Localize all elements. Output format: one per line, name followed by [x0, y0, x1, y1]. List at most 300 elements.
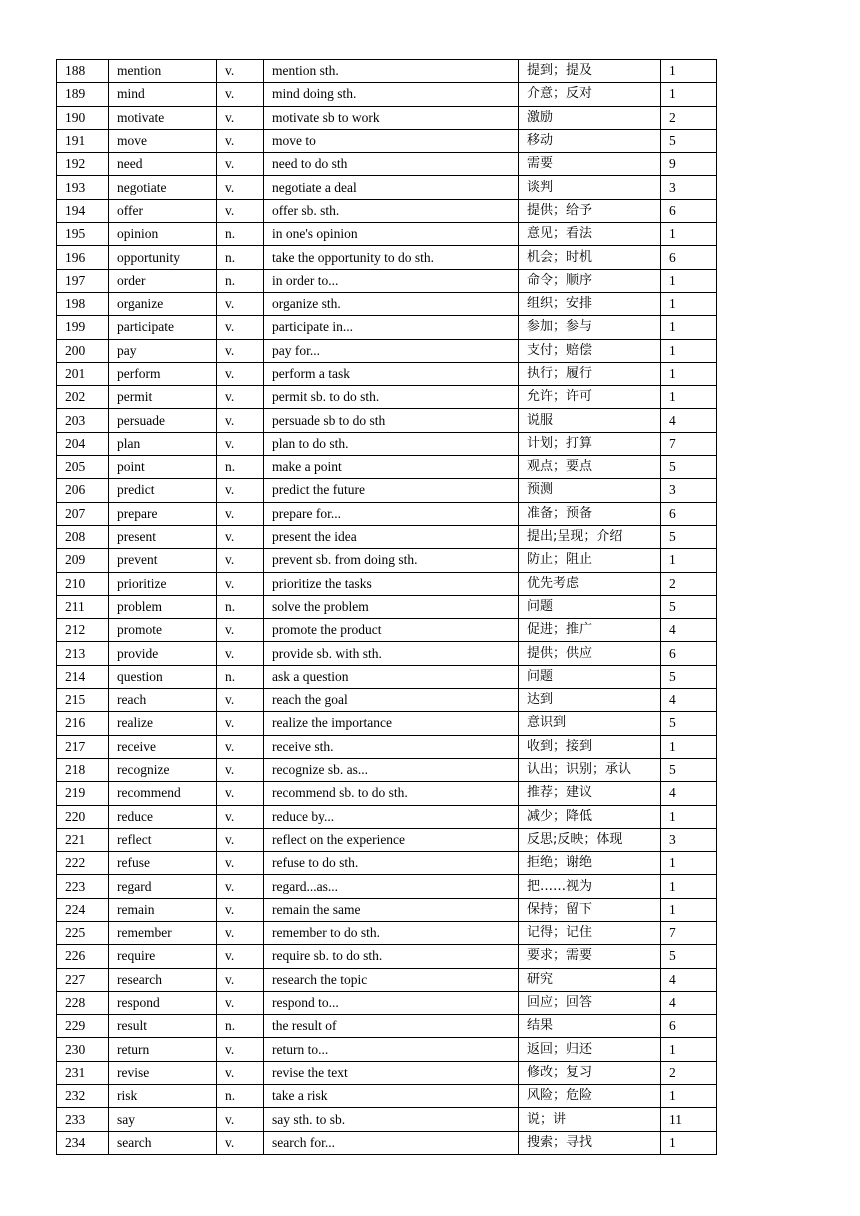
frequency-count-cell: 5	[661, 758, 717, 781]
entry-number-cell: 221	[57, 828, 109, 851]
chinese-meaning-cell: 要求；需要	[519, 945, 661, 968]
entry-number-cell: 206	[57, 479, 109, 502]
entry-number-cell: 211	[57, 595, 109, 618]
table-row	[57, 945, 717, 968]
entry-number-cell: 220	[57, 805, 109, 828]
entry-number-cell: 204	[57, 432, 109, 455]
usage-phrase-cell: participate in...	[264, 316, 519, 339]
frequency-count-cell: 2	[661, 106, 717, 129]
part-of-speech-cell: v.	[217, 83, 264, 106]
entry-number-cell: 219	[57, 782, 109, 805]
table-row	[57, 735, 717, 758]
usage-phrase-cell: move to	[264, 129, 519, 152]
word-cell: return	[109, 1038, 217, 1061]
chinese-meaning-cell: 回应；回答	[519, 991, 661, 1014]
word-cell: mention	[109, 60, 217, 83]
word-cell: promote	[109, 619, 217, 642]
usage-phrase-cell: take the opportunity to do sth.	[264, 246, 519, 269]
entry-number-cell: 218	[57, 758, 109, 781]
part-of-speech-cell: v.	[217, 129, 264, 152]
chinese-meaning-cell: 研究	[519, 968, 661, 991]
frequency-count-cell: 5	[661, 945, 717, 968]
entry-number-cell: 231	[57, 1061, 109, 1084]
part-of-speech-cell: v.	[217, 898, 264, 921]
entry-number-cell: 193	[57, 176, 109, 199]
frequency-count-cell: 6	[661, 642, 717, 665]
usage-phrase-cell: say sth. to sb.	[264, 1108, 519, 1131]
part-of-speech-cell: v.	[217, 1038, 264, 1061]
word-cell: regard	[109, 875, 217, 898]
entry-number-cell: 228	[57, 991, 109, 1014]
part-of-speech-cell: v.	[217, 805, 264, 828]
chinese-meaning-cell: 保持；留下	[519, 898, 661, 921]
chinese-meaning-cell: 减少；降低	[519, 805, 661, 828]
part-of-speech-cell: v.	[217, 386, 264, 409]
chinese-meaning-cell: 问题	[519, 595, 661, 618]
usage-phrase-cell: prepare for...	[264, 502, 519, 525]
table-row	[57, 549, 717, 572]
word-cell: search	[109, 1131, 217, 1154]
table-row	[57, 712, 717, 735]
table-row	[57, 386, 717, 409]
table-row	[57, 502, 717, 525]
table-row	[57, 129, 717, 152]
usage-phrase-cell: mind doing sth.	[264, 83, 519, 106]
word-cell: pay	[109, 339, 217, 362]
word-cell: negotiate	[109, 176, 217, 199]
vocabulary-table-body	[57, 60, 717, 1155]
part-of-speech-cell: n.	[217, 595, 264, 618]
usage-phrase-cell: mention sth.	[264, 60, 519, 83]
chinese-meaning-cell: 搜索；寻找	[519, 1131, 661, 1154]
frequency-count-cell: 2	[661, 1061, 717, 1084]
chinese-meaning-cell: 计划；打算	[519, 432, 661, 455]
chinese-meaning-cell: 激励	[519, 106, 661, 129]
table-row	[57, 246, 717, 269]
part-of-speech-cell: v.	[217, 176, 264, 199]
frequency-count-cell: 1	[661, 875, 717, 898]
usage-phrase-cell: in order to...	[264, 269, 519, 292]
frequency-count-cell: 5	[661, 712, 717, 735]
chinese-meaning-cell: 提供；给予	[519, 199, 661, 222]
entry-number-cell: 226	[57, 945, 109, 968]
usage-phrase-cell: remember to do sth.	[264, 921, 519, 944]
usage-phrase-cell: recommend sb. to do sth.	[264, 782, 519, 805]
table-row	[57, 1131, 717, 1154]
chinese-meaning-cell: 提出;呈现；介绍	[519, 525, 661, 548]
chinese-meaning-cell: 推荐；建议	[519, 782, 661, 805]
usage-phrase-cell: revise the text	[264, 1061, 519, 1084]
table-row	[57, 689, 717, 712]
table-row	[57, 619, 717, 642]
frequency-count-cell: 6	[661, 246, 717, 269]
entry-number-cell: 192	[57, 153, 109, 176]
usage-phrase-cell: reach the goal	[264, 689, 519, 712]
part-of-speech-cell: v.	[217, 432, 264, 455]
usage-phrase-cell: realize the importance	[264, 712, 519, 735]
usage-phrase-cell: ask a question	[264, 665, 519, 688]
chinese-meaning-cell: 促进；推广	[519, 619, 661, 642]
entry-number-cell: 190	[57, 106, 109, 129]
entry-number-cell: 202	[57, 386, 109, 409]
part-of-speech-cell: v.	[217, 339, 264, 362]
table-row	[57, 968, 717, 991]
frequency-count-cell: 5	[661, 595, 717, 618]
table-row	[57, 572, 717, 595]
word-cell: reflect	[109, 828, 217, 851]
table-row	[57, 875, 717, 898]
table-row	[57, 479, 717, 502]
part-of-speech-cell: v.	[217, 1131, 264, 1154]
frequency-count-cell: 1	[661, 60, 717, 83]
entry-number-cell: 207	[57, 502, 109, 525]
usage-phrase-cell: predict the future	[264, 479, 519, 502]
table-row	[57, 292, 717, 315]
frequency-count-cell: 5	[661, 456, 717, 479]
chinese-meaning-cell: 风险；危险	[519, 1085, 661, 1108]
word-cell: prepare	[109, 502, 217, 525]
entry-number-cell: 227	[57, 968, 109, 991]
table-row	[57, 828, 717, 851]
table-row	[57, 456, 717, 479]
table-row	[57, 665, 717, 688]
frequency-count-cell: 4	[661, 782, 717, 805]
frequency-count-cell: 11	[661, 1108, 717, 1131]
chinese-meaning-cell: 提供；供应	[519, 642, 661, 665]
chinese-meaning-cell: 提到；提及	[519, 60, 661, 83]
entry-number-cell: 194	[57, 199, 109, 222]
frequency-count-cell: 1	[661, 549, 717, 572]
usage-phrase-cell: persuade sb to do sth	[264, 409, 519, 432]
frequency-count-cell: 4	[661, 689, 717, 712]
table-row	[57, 1061, 717, 1084]
frequency-count-cell: 5	[661, 525, 717, 548]
usage-phrase-cell: reflect on the experience	[264, 828, 519, 851]
table-row	[57, 642, 717, 665]
frequency-count-cell: 1	[661, 386, 717, 409]
chinese-meaning-cell: 移动	[519, 129, 661, 152]
part-of-speech-cell: v.	[217, 106, 264, 129]
part-of-speech-cell: v.	[217, 828, 264, 851]
usage-phrase-cell: respond to...	[264, 991, 519, 1014]
table-row	[57, 269, 717, 292]
frequency-count-cell: 5	[661, 665, 717, 688]
chinese-meaning-cell: 反思;反映；体现	[519, 828, 661, 851]
entry-number-cell: 189	[57, 83, 109, 106]
word-cell: participate	[109, 316, 217, 339]
chinese-meaning-cell: 允许；许可	[519, 386, 661, 409]
entry-number-cell: 232	[57, 1085, 109, 1108]
frequency-count-cell: 4	[661, 619, 717, 642]
entry-number-cell: 195	[57, 223, 109, 246]
part-of-speech-cell: v.	[217, 921, 264, 944]
word-cell: present	[109, 525, 217, 548]
usage-phrase-cell: research the topic	[264, 968, 519, 991]
frequency-count-cell: 1	[661, 339, 717, 362]
frequency-count-cell: 1	[661, 1038, 717, 1061]
entry-number-cell: 217	[57, 735, 109, 758]
entry-number-cell: 203	[57, 409, 109, 432]
usage-phrase-cell: prioritize the tasks	[264, 572, 519, 595]
word-cell: need	[109, 153, 217, 176]
entry-number-cell: 222	[57, 852, 109, 875]
table-row	[57, 805, 717, 828]
chinese-meaning-cell: 收到；接到	[519, 735, 661, 758]
part-of-speech-cell: v.	[217, 362, 264, 385]
word-cell: permit	[109, 386, 217, 409]
usage-phrase-cell: plan to do sth.	[264, 432, 519, 455]
word-cell: motivate	[109, 106, 217, 129]
frequency-count-cell: 3	[661, 176, 717, 199]
chinese-meaning-cell: 组织；安排	[519, 292, 661, 315]
part-of-speech-cell: v.	[217, 316, 264, 339]
table-row	[57, 60, 717, 83]
word-cell: reach	[109, 689, 217, 712]
entry-number-cell: 215	[57, 689, 109, 712]
word-cell: persuade	[109, 409, 217, 432]
word-cell: receive	[109, 735, 217, 758]
entry-number-cell: 199	[57, 316, 109, 339]
word-cell: realize	[109, 712, 217, 735]
chinese-meaning-cell: 达到	[519, 689, 661, 712]
frequency-count-cell: 1	[661, 898, 717, 921]
frequency-count-cell: 1	[661, 362, 717, 385]
chinese-meaning-cell: 记得；记住	[519, 921, 661, 944]
entry-number-cell: 216	[57, 712, 109, 735]
chinese-meaning-cell: 拒绝；谢绝	[519, 852, 661, 875]
usage-phrase-cell: prevent sb. from doing sth.	[264, 549, 519, 572]
chinese-meaning-cell: 预测	[519, 479, 661, 502]
table-row	[57, 525, 717, 548]
word-cell: reduce	[109, 805, 217, 828]
table-row	[57, 595, 717, 618]
usage-phrase-cell: remain the same	[264, 898, 519, 921]
entry-number-cell: 191	[57, 129, 109, 152]
part-of-speech-cell: v.	[217, 502, 264, 525]
part-of-speech-cell: v.	[217, 689, 264, 712]
part-of-speech-cell: v.	[217, 549, 264, 572]
word-cell: prioritize	[109, 572, 217, 595]
frequency-count-cell: 4	[661, 409, 717, 432]
part-of-speech-cell: n.	[217, 1085, 264, 1108]
word-cell: problem	[109, 595, 217, 618]
word-cell: result	[109, 1015, 217, 1038]
part-of-speech-cell: v.	[217, 60, 264, 83]
chinese-meaning-cell: 命令；顺序	[519, 269, 661, 292]
usage-phrase-cell: offer sb. sth.	[264, 199, 519, 222]
usage-phrase-cell: recognize sb. as...	[264, 758, 519, 781]
entry-number-cell: 209	[57, 549, 109, 572]
entry-number-cell: 197	[57, 269, 109, 292]
entry-number-cell: 230	[57, 1038, 109, 1061]
entry-number-cell: 225	[57, 921, 109, 944]
table-row	[57, 199, 717, 222]
word-cell: move	[109, 129, 217, 152]
frequency-count-cell: 5	[661, 129, 717, 152]
part-of-speech-cell: v.	[217, 479, 264, 502]
usage-phrase-cell: require sb. to do sth.	[264, 945, 519, 968]
usage-phrase-cell: regard...as...	[264, 875, 519, 898]
table-row	[57, 432, 717, 455]
part-of-speech-cell: v.	[217, 1061, 264, 1084]
frequency-count-cell: 3	[661, 479, 717, 502]
chinese-meaning-cell: 结果	[519, 1015, 661, 1038]
chinese-meaning-cell: 介意；反对	[519, 83, 661, 106]
part-of-speech-cell: n.	[217, 246, 264, 269]
word-cell: mind	[109, 83, 217, 106]
usage-phrase-cell: motivate sb to work	[264, 106, 519, 129]
word-cell: remember	[109, 921, 217, 944]
entry-number-cell: 213	[57, 642, 109, 665]
word-cell: plan	[109, 432, 217, 455]
table-row	[57, 223, 717, 246]
frequency-count-cell: 1	[661, 223, 717, 246]
usage-phrase-cell: perform a task	[264, 362, 519, 385]
table-row	[57, 852, 717, 875]
word-cell: remain	[109, 898, 217, 921]
part-of-speech-cell: v.	[217, 642, 264, 665]
frequency-count-cell: 4	[661, 991, 717, 1014]
usage-phrase-cell: negotiate a deal	[264, 176, 519, 199]
frequency-count-cell: 2	[661, 572, 717, 595]
table-row	[57, 83, 717, 106]
word-cell: offer	[109, 199, 217, 222]
frequency-count-cell: 6	[661, 502, 717, 525]
frequency-count-cell: 1	[661, 852, 717, 875]
part-of-speech-cell: v.	[217, 199, 264, 222]
usage-phrase-cell: organize sth.	[264, 292, 519, 315]
word-cell: organize	[109, 292, 217, 315]
usage-phrase-cell: take a risk	[264, 1085, 519, 1108]
frequency-count-cell: 9	[661, 153, 717, 176]
usage-phrase-cell: return to...	[264, 1038, 519, 1061]
usage-phrase-cell: present the idea	[264, 525, 519, 548]
part-of-speech-cell: n.	[217, 665, 264, 688]
entry-number-cell: 224	[57, 898, 109, 921]
usage-phrase-cell: refuse to do sth.	[264, 852, 519, 875]
usage-phrase-cell: pay for...	[264, 339, 519, 362]
word-cell: opportunity	[109, 246, 217, 269]
part-of-speech-cell: v.	[217, 852, 264, 875]
entry-number-cell: 205	[57, 456, 109, 479]
part-of-speech-cell: v.	[217, 153, 264, 176]
table-row	[57, 921, 717, 944]
frequency-count-cell: 1	[661, 805, 717, 828]
usage-phrase-cell: reduce by...	[264, 805, 519, 828]
word-cell: question	[109, 665, 217, 688]
word-cell: order	[109, 269, 217, 292]
entry-number-cell: 212	[57, 619, 109, 642]
entry-number-cell: 234	[57, 1131, 109, 1154]
word-cell: predict	[109, 479, 217, 502]
part-of-speech-cell: v.	[217, 782, 264, 805]
chinese-meaning-cell: 认出；识别；承认	[519, 758, 661, 781]
word-cell: prevent	[109, 549, 217, 572]
table-row	[57, 1038, 717, 1061]
word-cell: revise	[109, 1061, 217, 1084]
part-of-speech-cell: n.	[217, 1015, 264, 1038]
frequency-count-cell: 7	[661, 921, 717, 944]
frequency-count-cell: 1	[661, 735, 717, 758]
chinese-meaning-cell: 意识到	[519, 712, 661, 735]
word-cell: say	[109, 1108, 217, 1131]
chinese-meaning-cell: 把……视为	[519, 875, 661, 898]
word-cell: research	[109, 968, 217, 991]
usage-phrase-cell: search for...	[264, 1131, 519, 1154]
chinese-meaning-cell: 意见；看法	[519, 223, 661, 246]
table-row	[57, 898, 717, 921]
entry-number-cell: 201	[57, 362, 109, 385]
entry-number-cell: 229	[57, 1015, 109, 1038]
chinese-meaning-cell: 优先考虑	[519, 572, 661, 595]
frequency-count-cell: 1	[661, 292, 717, 315]
chinese-meaning-cell: 修改；复习	[519, 1061, 661, 1084]
vocabulary-table	[56, 59, 717, 1155]
entry-number-cell: 200	[57, 339, 109, 362]
part-of-speech-cell: v.	[217, 735, 264, 758]
table-row	[57, 176, 717, 199]
chinese-meaning-cell: 准备；预备	[519, 502, 661, 525]
word-cell: provide	[109, 642, 217, 665]
usage-phrase-cell: permit sb. to do sth.	[264, 386, 519, 409]
word-cell: respond	[109, 991, 217, 1014]
entry-number-cell: 223	[57, 875, 109, 898]
usage-phrase-cell: receive sth.	[264, 735, 519, 758]
entry-number-cell: 233	[57, 1108, 109, 1131]
chinese-meaning-cell: 说；讲	[519, 1108, 661, 1131]
word-cell: require	[109, 945, 217, 968]
word-cell: opinion	[109, 223, 217, 246]
frequency-count-cell: 6	[661, 199, 717, 222]
frequency-count-cell: 1	[661, 316, 717, 339]
table-row	[57, 362, 717, 385]
frequency-count-cell: 1	[661, 83, 717, 106]
part-of-speech-cell: v.	[217, 875, 264, 898]
table-row	[57, 409, 717, 432]
usage-phrase-cell: solve the problem	[264, 595, 519, 618]
table-row	[57, 782, 717, 805]
chinese-meaning-cell: 机会；时机	[519, 246, 661, 269]
part-of-speech-cell: v.	[217, 968, 264, 991]
usage-phrase-cell: need to do sth	[264, 153, 519, 176]
table-row	[57, 1085, 717, 1108]
entry-number-cell: 214	[57, 665, 109, 688]
entry-number-cell: 198	[57, 292, 109, 315]
table-row	[57, 106, 717, 129]
frequency-count-cell: 1	[661, 269, 717, 292]
usage-phrase-cell: the result of	[264, 1015, 519, 1038]
part-of-speech-cell: v.	[217, 1108, 264, 1131]
entry-number-cell: 196	[57, 246, 109, 269]
table-row	[57, 991, 717, 1014]
part-of-speech-cell: v.	[217, 619, 264, 642]
chinese-meaning-cell: 返回；归还	[519, 1038, 661, 1061]
part-of-speech-cell: n.	[217, 223, 264, 246]
frequency-count-cell: 6	[661, 1015, 717, 1038]
table-row	[57, 1108, 717, 1131]
chinese-meaning-cell: 防止；阻止	[519, 549, 661, 572]
frequency-count-cell: 3	[661, 828, 717, 851]
chinese-meaning-cell: 执行；履行	[519, 362, 661, 385]
table-row	[57, 153, 717, 176]
entry-number-cell: 208	[57, 525, 109, 548]
frequency-count-cell: 1	[661, 1085, 717, 1108]
word-cell: perform	[109, 362, 217, 385]
usage-phrase-cell: promote the product	[264, 619, 519, 642]
word-cell: refuse	[109, 852, 217, 875]
table-row	[57, 339, 717, 362]
usage-phrase-cell: make a point	[264, 456, 519, 479]
